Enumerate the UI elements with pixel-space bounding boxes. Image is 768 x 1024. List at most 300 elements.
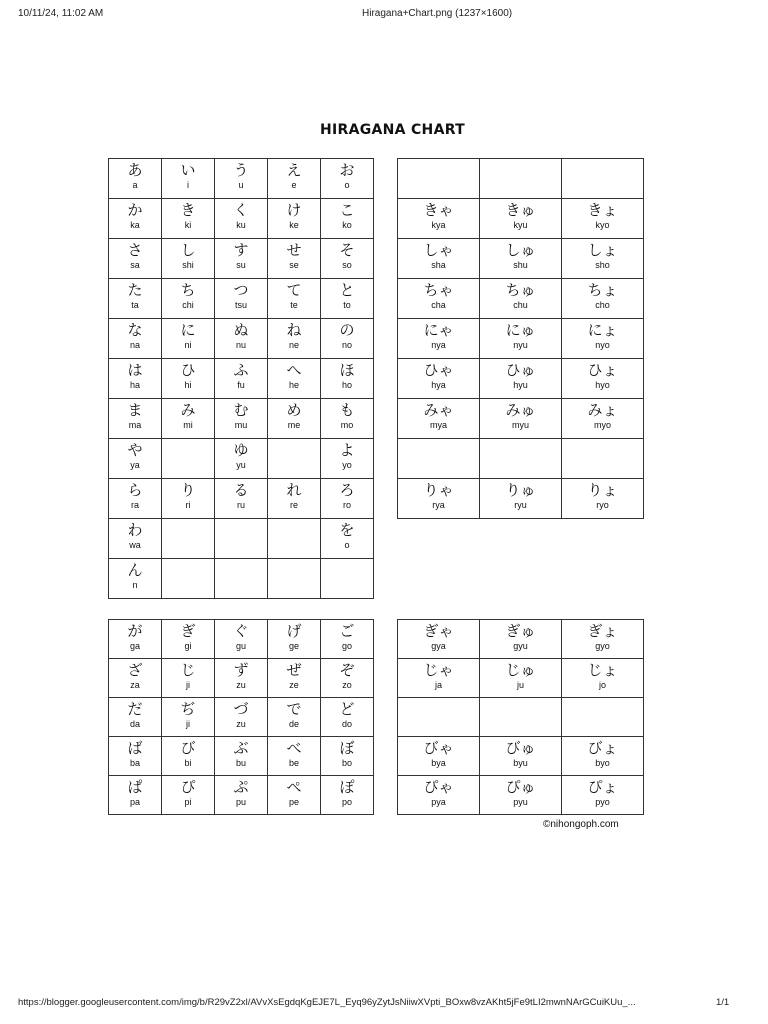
kana-cell (162, 737, 215, 776)
kana-cell (215, 199, 268, 239)
kana-char: ぞ (339, 661, 355, 679)
romaji-label: pya (431, 797, 446, 807)
romaji-label: sa (130, 260, 140, 270)
romaji-label: fu (237, 380, 245, 390)
kana-cell (162, 439, 215, 479)
kana-char: ぎゃ (423, 622, 454, 640)
romaji-label: ra (130, 500, 139, 510)
kana-cell (215, 559, 268, 599)
kana-cell (268, 698, 321, 737)
kana-char: ちゃ (423, 281, 454, 299)
kana-cell (268, 479, 321, 519)
kana-char: ちょ (587, 281, 618, 299)
romaji-label: na (129, 340, 140, 350)
romaji-label: ya (130, 460, 140, 470)
romaji-label: rya (432, 500, 445, 510)
romaji-label: no (341, 340, 352, 350)
kana-cell (109, 479, 162, 519)
kana-char: ほ (339, 361, 355, 379)
romaji-label: yu (236, 460, 246, 470)
kana-cell (321, 399, 374, 439)
table-row (109, 479, 374, 519)
kana-char: ふ (233, 361, 249, 379)
kana-char: く (233, 201, 249, 219)
romaji-label: ni (184, 340, 192, 350)
romaji-label: mi (183, 420, 193, 430)
romaji-label: ryu (514, 500, 527, 510)
kana-cell (321, 737, 374, 776)
kana-char: ど (339, 700, 355, 718)
romaji-label: za (130, 680, 140, 690)
kana-cell (562, 620, 644, 659)
romaji-label: shu (513, 260, 528, 270)
kana-cell (162, 698, 215, 737)
kana-char: じゅ (505, 661, 536, 679)
kana-char: ざ (127, 661, 143, 679)
romaji-label: ku (236, 220, 246, 230)
romaji-label: gyo (595, 641, 610, 651)
romaji-label: hya (431, 380, 446, 390)
romaji-label: kyo (595, 220, 610, 230)
kana-char: ぎょ (587, 622, 618, 640)
table-row (109, 698, 374, 737)
kana-cell (321, 199, 374, 239)
kana-cell (215, 279, 268, 319)
kana-char: じょ (587, 661, 618, 679)
kana-char: びゃ (423, 739, 454, 757)
romaji-label: be (288, 758, 299, 768)
romaji-label: nyu (513, 340, 528, 350)
kana-cell (321, 698, 374, 737)
romaji-label: cha (431, 300, 446, 310)
kana-cell (562, 199, 644, 239)
print-page-number: 1/1 (716, 997, 730, 1008)
romaji-label: jo (598, 680, 606, 690)
romaji-label: ne (288, 340, 299, 350)
kana-char: せ (286, 241, 302, 259)
kana-cell (321, 620, 374, 659)
kana-char: ん (127, 561, 143, 579)
romaji-label: e (291, 180, 297, 190)
kana-cell (562, 399, 644, 439)
kana-cell (480, 737, 562, 776)
kana-cell (215, 479, 268, 519)
romaji-label: n (132, 580, 138, 590)
romaji-label: gu (235, 641, 246, 651)
kana-char: ひゅ (505, 361, 536, 379)
romaji-label: ju (516, 680, 524, 690)
kana-cell (109, 279, 162, 319)
print-footer (0, 995, 768, 1011)
kana-cell (268, 776, 321, 815)
table-row (109, 559, 374, 599)
kana-char: みょ (587, 401, 618, 419)
kana-char: ぜ (286, 661, 302, 679)
kana-cell (398, 620, 480, 659)
romaji-label: chi (182, 300, 194, 310)
kana-cell (562, 159, 644, 199)
kana-char: わ (127, 521, 143, 539)
romaji-label: ze (289, 680, 299, 690)
kana-cell (109, 239, 162, 279)
kana-char: ひ (180, 361, 196, 379)
romaji-label: i (187, 180, 189, 190)
kana-char: か (127, 201, 143, 219)
table-row (109, 199, 374, 239)
kana-cell (215, 698, 268, 737)
romaji-label: nya (431, 340, 446, 350)
kana-char: ぺ (286, 778, 302, 796)
kana-cell (162, 359, 215, 399)
kana-cell (215, 737, 268, 776)
chart-title: HIRAGANA CHART (319, 122, 466, 138)
romaji-label: ta (131, 300, 139, 310)
kana-char: め (286, 401, 302, 419)
kana-cell (321, 159, 374, 199)
romaji-label: po (341, 797, 352, 807)
table-row (109, 776, 374, 815)
romaji-label: kyu (513, 220, 528, 230)
kana-char: み (180, 401, 196, 419)
table-row (109, 439, 374, 479)
kana-cell (562, 737, 644, 776)
kana-char: みゅ (505, 401, 536, 419)
kana-char: へ (286, 361, 302, 379)
kana-cell (480, 439, 562, 479)
kana-cell (109, 737, 162, 776)
kana-cell (215, 620, 268, 659)
kana-cell (162, 479, 215, 519)
kana-cell (268, 319, 321, 359)
kana-cell (321, 239, 374, 279)
table-row (398, 737, 644, 776)
kana-char: ぶ (233, 739, 249, 757)
kana-cell (398, 199, 480, 239)
romaji-label: ba (129, 758, 140, 768)
kana-char: お (339, 161, 355, 179)
kana-char: よ (339, 441, 355, 459)
table-row (398, 620, 644, 659)
kana-cell (268, 239, 321, 279)
romaji-label: bo (341, 758, 352, 768)
kana-cell (268, 737, 321, 776)
kana-char: を (339, 521, 355, 539)
kana-cell (109, 359, 162, 399)
table-row (398, 199, 644, 239)
romaji-label: gya (431, 641, 446, 651)
kana-char: で (286, 700, 302, 718)
kana-cell (162, 776, 215, 815)
romaji-label: ja (434, 680, 442, 690)
kana-char: ま (127, 401, 143, 419)
kana-char: だ (127, 700, 143, 718)
kana-cell (109, 159, 162, 199)
romaji-label: sha (431, 260, 446, 270)
kana-cell (398, 698, 480, 737)
copyright-text: ©nihongoph.com (543, 819, 619, 830)
romaji-label: zu (236, 719, 246, 729)
kana-char: ぎ (180, 622, 196, 640)
kana-char: ゆ (233, 441, 249, 459)
romaji-label: ji (186, 719, 190, 729)
kana-char: ぐ (233, 622, 249, 640)
table-row (109, 159, 374, 199)
kana-char: きゅ (505, 201, 536, 219)
kana-cell (480, 239, 562, 279)
kana-cell (562, 239, 644, 279)
table-row (109, 519, 374, 559)
kana-cell (480, 399, 562, 439)
romaji-label: de (288, 719, 299, 729)
romaji-label: wa (129, 540, 141, 550)
kana-char: ち (180, 281, 196, 299)
kana-cell (480, 659, 562, 698)
table-row (398, 359, 644, 399)
kana-char: きょ (587, 201, 618, 219)
kana-char: ぼ (339, 739, 355, 757)
kana-cell (162, 519, 215, 559)
kana-char: む (233, 401, 249, 419)
kana-cell (215, 319, 268, 359)
romaji-label: nyo (595, 340, 610, 350)
kana-char: ろ (339, 481, 355, 499)
romaji-label: tsu (234, 300, 247, 310)
romaji-label: re (289, 500, 298, 510)
romaji-label: mo (340, 420, 354, 430)
kana-cell (321, 279, 374, 319)
table-row (109, 359, 374, 399)
romaji-label: se (289, 260, 299, 270)
kana-cell (321, 359, 374, 399)
kana-cell (321, 319, 374, 359)
kana-cell (321, 559, 374, 599)
kana-cell (215, 659, 268, 698)
romaji-label: ru (236, 500, 245, 510)
kana-cell (162, 239, 215, 279)
kana-char: ず (233, 661, 249, 679)
kana-cell (480, 776, 562, 815)
romaji-label: hyu (513, 380, 528, 390)
table-row (109, 279, 374, 319)
kana-char: は (127, 361, 143, 379)
romaji-label: ko (342, 220, 352, 230)
romaji-label: nu (235, 340, 246, 350)
kana-char: ぽ (339, 778, 355, 796)
romaji-label: he (288, 380, 299, 390)
kana-char: じ (180, 661, 196, 679)
kana-cell (109, 439, 162, 479)
kana-cell (562, 698, 644, 737)
kana-char: びゅ (505, 739, 536, 757)
romaji-label: zo (342, 680, 352, 690)
romaji-label: ge (288, 641, 299, 651)
kana-char: や (127, 441, 143, 459)
print-url: https://blogger.googleusercontent.com/img/b/R29vZ2xl/AVvXsEgdqKgEJE7L_Eyq96yZytJsNiiwXVpti_BOxw8vzAKht5jFe9tLI2mwnNArGCuiKUu_... (18, 997, 636, 1008)
romaji-label: mu (234, 420, 248, 430)
kana-cell (162, 659, 215, 698)
romaji-label: a (132, 180, 138, 190)
table-row (109, 399, 374, 439)
kana-char: こ (339, 201, 355, 219)
kana-cell (268, 439, 321, 479)
romaji-label: myo (593, 420, 611, 430)
kana-cell (162, 159, 215, 199)
kana-cell (109, 199, 162, 239)
print-datetime: 10/11/24, 11:02 AM (18, 8, 104, 19)
kana-cell (215, 399, 268, 439)
kana-char: に (180, 321, 196, 339)
kana-char: た (127, 281, 143, 299)
romaji-label: o (344, 540, 350, 550)
romaji-label: u (238, 180, 244, 190)
print-doc-title: Hiragana+Chart.png (1237×1600) (362, 8, 513, 19)
romaji-label: ma (128, 420, 142, 430)
romaji-label: sho (595, 260, 610, 270)
kana-cell (215, 159, 268, 199)
romaji-label: me (287, 420, 301, 430)
kana-char: の (339, 321, 355, 339)
romaji-label: ke (289, 220, 299, 230)
kana-cell (321, 439, 374, 479)
romaji-label: byo (595, 758, 610, 768)
table-row (109, 239, 374, 279)
romaji-label: zu (236, 680, 246, 690)
kana-cell (109, 659, 162, 698)
romaji-label: to (343, 300, 351, 310)
kana-cell (480, 698, 562, 737)
romaji-label: mya (429, 420, 447, 430)
table-row (398, 319, 644, 359)
kana-char: ば (127, 739, 143, 757)
kana-cell (480, 279, 562, 319)
kana-cell (215, 359, 268, 399)
romaji-label: ka (130, 220, 140, 230)
kana-char: ぷ (233, 778, 249, 796)
kana-char: ぬ (233, 321, 249, 339)
romaji-label: gyu (513, 641, 528, 651)
kana-char: ぢ (180, 700, 196, 718)
kana-char: みゃ (423, 401, 454, 419)
kana-char: と (339, 281, 355, 299)
kana-cell (398, 479, 480, 519)
kana-char: りゃ (423, 481, 454, 499)
kana-char: ひょ (587, 361, 618, 379)
kana-cell (562, 359, 644, 399)
kana-cell (268, 359, 321, 399)
kana-char: う (233, 161, 249, 179)
kana-char: い (180, 161, 196, 179)
kana-cell (480, 620, 562, 659)
kana-char: が (127, 622, 143, 640)
romaji-label: da (129, 719, 140, 729)
romaji-label: pe (288, 797, 299, 807)
kana-char: ぴょ (587, 778, 618, 796)
kana-cell (162, 279, 215, 319)
romaji-label: ha (129, 380, 140, 390)
kana-cell (109, 319, 162, 359)
kana-char: じゃ (423, 661, 454, 679)
kana-cell (321, 479, 374, 519)
kana-char: しょ (587, 241, 618, 259)
kana-cell (162, 399, 215, 439)
romaji-label: shi (182, 260, 194, 270)
kana-cell (162, 319, 215, 359)
kana-cell (398, 439, 480, 479)
kana-char: きゃ (423, 201, 454, 219)
romaji-label: ro (342, 500, 351, 510)
kana-char: て (286, 281, 302, 299)
kana-cell (321, 519, 374, 559)
kana-cell (562, 439, 644, 479)
kana-cell (398, 359, 480, 399)
romaji-label: gi (184, 641, 192, 651)
table-row (109, 737, 374, 776)
yoon-table (397, 158, 644, 519)
romaji-label: pu (235, 797, 246, 807)
kana-cell (398, 659, 480, 698)
kana-char: げ (286, 622, 302, 640)
romaji-label: o (344, 180, 350, 190)
kana-cell (109, 519, 162, 559)
kana-char: ぴゅ (505, 778, 536, 796)
kana-cell (268, 559, 321, 599)
kana-cell (162, 559, 215, 599)
romaji-label: hi (184, 380, 192, 390)
table-row (398, 399, 644, 439)
romaji-label: ji (186, 680, 190, 690)
kana-char: ぱ (127, 778, 143, 796)
kana-cell (321, 659, 374, 698)
table-row (109, 319, 374, 359)
kana-cell (268, 279, 321, 319)
kana-cell (562, 776, 644, 815)
romaji-label: byu (513, 758, 528, 768)
kana-cell (398, 279, 480, 319)
romaji-label: ryo (596, 500, 609, 510)
romaji-label: cho (595, 300, 610, 310)
romaji-label: ri (185, 500, 191, 510)
kana-cell (398, 776, 480, 815)
kana-cell (480, 159, 562, 199)
kana-cell (268, 519, 321, 559)
kana-cell (109, 399, 162, 439)
romaji-label: bu (235, 758, 246, 768)
kana-char: びょ (587, 739, 618, 757)
kana-char: ちゅ (505, 281, 536, 299)
print-header (0, 6, 768, 22)
kana-char: あ (127, 161, 143, 179)
table-row (398, 698, 644, 737)
romaji-label: pi (184, 797, 192, 807)
kana-char: ね (286, 321, 302, 339)
romaji-label: te (290, 300, 298, 310)
kana-cell (215, 776, 268, 815)
kana-char: も (339, 401, 355, 419)
kana-char: な (127, 321, 143, 339)
table-row (109, 659, 374, 698)
romaji-label: myu (511, 420, 529, 430)
kana-cell (215, 519, 268, 559)
kana-char: つ (233, 281, 249, 299)
kana-char: す (233, 241, 249, 259)
kana-cell (398, 159, 480, 199)
romaji-label: so (342, 260, 352, 270)
kana-char: け (286, 201, 302, 219)
kana-cell (109, 559, 162, 599)
romaji-label: pyo (595, 797, 610, 807)
kana-cell (268, 620, 321, 659)
kana-cell (562, 479, 644, 519)
